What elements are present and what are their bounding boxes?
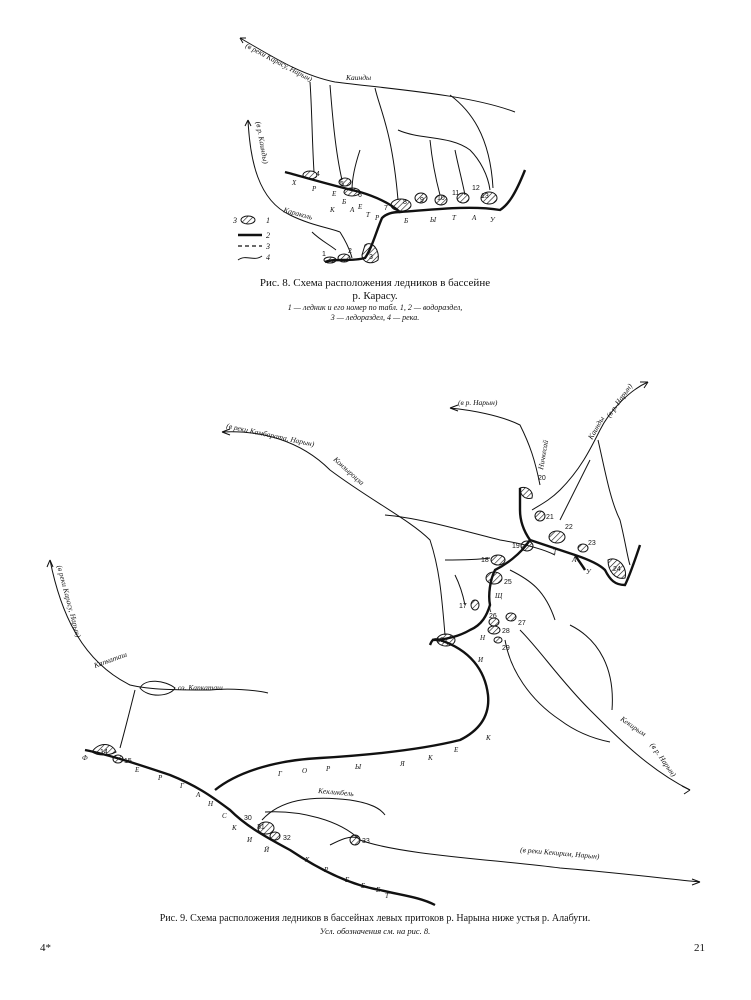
ridge-letter: Н: [480, 634, 486, 642]
glacier-number: 23: [588, 540, 596, 547]
glacier-number: 9: [420, 197, 424, 204]
ridge-letter: К: [486, 734, 491, 742]
ridge-letter: Р: [324, 866, 329, 874]
trib-4: [310, 82, 314, 172]
river-keklikbel-main: [265, 812, 700, 882]
river-kekirym-branch2: [570, 625, 612, 710]
ridge-letter: Н: [208, 800, 214, 808]
label-keklikbel: Кекликбель: [317, 786, 355, 799]
glacier-32: [270, 832, 280, 840]
ridge-letter: А: [196, 791, 201, 799]
glacier-29: [494, 637, 502, 643]
ridge-letter: Т: [366, 211, 370, 219]
label-river-karakol: Караколь: [282, 205, 314, 222]
glacier-number: 2: [348, 248, 352, 255]
glacier-15: [113, 755, 123, 763]
label-nichkesai: Ничкесай: [536, 439, 551, 471]
ridge-letter: Ф: [82, 754, 88, 762]
figure-8-caption: [225, 277, 525, 303]
figure-9-caption: [80, 913, 670, 937]
ridge-letter: Е: [454, 746, 459, 754]
trib-10: [430, 140, 440, 195]
label-naryn-top-right: (в р. Нарын): [604, 381, 635, 420]
ridge-letter: Я: [400, 760, 405, 768]
figure-8-legend: [238, 216, 262, 260]
ridge-letter: Т: [385, 892, 389, 900]
glacier-number: 28: [502, 628, 510, 635]
ridge-letter: Е: [135, 766, 140, 774]
glacier-2: [338, 254, 350, 262]
legend-number: 1: [266, 216, 270, 225]
glacier-number: 12: [472, 185, 480, 192]
glacier-number: 3: [369, 254, 373, 261]
glacier-number: 8: [403, 199, 407, 206]
label-lake-kapkatash: оз. Капкаташ: [178, 683, 223, 692]
glacier-18: [491, 555, 505, 565]
label-karasu-naryn: (в реки Карасу, Нарын): [55, 564, 83, 639]
ridge-letter: У: [586, 568, 591, 576]
glacier-number: 4: [316, 171, 320, 178]
legend-number: 3: [233, 216, 237, 225]
ridge-letter: Б: [361, 882, 366, 890]
glacier-number: 22: [565, 524, 573, 531]
glacier-25: [486, 572, 502, 584]
river-karasu-naryn: [50, 560, 268, 693]
ridge-letter: А: [472, 214, 477, 222]
legend-number: 4: [266, 253, 270, 262]
river-kainy-branch2: [560, 460, 590, 520]
glacier-33: [350, 835, 360, 845]
ridge-letter: С: [222, 812, 227, 820]
river-kainy-branch: [598, 440, 630, 565]
ridge-letter: Т: [553, 548, 557, 556]
figure-8-caption-line2: р. Карасу.: [352, 290, 398, 302]
trib-6: [352, 150, 360, 190]
ridge-letter: У: [490, 216, 495, 224]
ridge-letter: Й: [264, 846, 270, 854]
river-kekirym-branch: [505, 640, 610, 742]
glacier-number: 10: [437, 195, 445, 202]
label-konzyrotsa: Конзыроцза: [331, 454, 367, 488]
glacier-number: 27: [518, 620, 526, 627]
ridge-center: [432, 540, 530, 640]
glacier-27: [506, 613, 516, 621]
glacier-number: 1: [322, 251, 326, 258]
figure-9-caption-line1: Рис. 9. Схема расположения ледников в бассейнах левых притоков р. Нарына ниже устья р. Алабуги.: [159, 913, 591, 924]
glacier-number: 29: [502, 645, 510, 652]
label-river-kainyt: Каинды: [346, 73, 372, 82]
ridge-letter: А: [350, 206, 355, 214]
ridge-letter: А: [487, 606, 492, 614]
river-karasu: [240, 38, 515, 112]
glacier-number: 21: [546, 514, 554, 521]
glacier-19: [521, 541, 533, 551]
glacier-number: 25: [504, 579, 512, 586]
legend-river-symbol: [238, 256, 262, 260]
glacier-number: 18: [481, 557, 489, 564]
ridge-letter: Щ: [495, 592, 503, 600]
ridge-letter: Р: [375, 214, 380, 222]
ridge-letter: Р: [312, 185, 317, 193]
ridge-letter: Е: [332, 190, 337, 198]
ridge-letter: К: [232, 824, 237, 832]
glacier-number: 6: [358, 192, 362, 199]
river-17: [455, 575, 465, 605]
glacier-number: 17: [459, 603, 467, 610]
glacier-number: 24: [613, 566, 621, 573]
legend-number: 2: [266, 231, 270, 240]
ridge-letter: Г: [180, 782, 184, 790]
figure-9-caption-line2: Усл. обозначения см. на рис. 8.: [319, 926, 431, 936]
glacier-23: [578, 544, 588, 552]
ridge-letter: Б: [342, 198, 347, 206]
ridge-letter: Г: [278, 770, 282, 778]
glacier-number: 26: [489, 613, 497, 620]
label-river-kainyt-side: (в р. Каинды): [254, 120, 271, 165]
ridge-letter: Р: [158, 774, 163, 782]
label-kekirym: Кекирым: [618, 714, 648, 739]
figure-9-ridge-letters: [82, 548, 592, 900]
river-keklikbel: [262, 798, 385, 820]
glacier-20: [520, 487, 532, 498]
label-kambarata: (в реки Камбарата, Нарын): [225, 421, 316, 449]
glacier-4: [303, 171, 317, 179]
label-to-naryn-top: (в р. Нарын): [458, 398, 498, 407]
river-nichkesai: [450, 408, 540, 485]
arrow-karasu-naryn: [47, 560, 53, 567]
ridge-letter: Т: [452, 214, 456, 222]
ridge-letter: О: [302, 767, 308, 775]
glacier-number: 7: [384, 205, 388, 212]
ridge-letter: Х: [305, 856, 310, 864]
label-kekirim-naryn: (в реки Кекирим, Нарын): [519, 845, 600, 861]
ridge-letter: Р: [326, 765, 331, 773]
ridge-letter: И: [478, 656, 484, 664]
legend-glacier-symbol: [241, 216, 255, 224]
glacier-number: 15: [124, 758, 132, 765]
label-kekirym-naryn: (в р. Нарын): [648, 740, 679, 779]
trib-lower: [312, 232, 336, 250]
glacier-number: 14: [100, 749, 108, 756]
ridge-letter: Е: [376, 886, 381, 894]
ridge-letter: Е: [345, 876, 350, 884]
label-river-karasu: (в реки Карасу, Нарын): [244, 40, 314, 84]
glacier-number: 20: [538, 475, 546, 482]
arrow-kekirym: [682, 786, 690, 794]
river-kainy: [532, 382, 648, 510]
page-number-left: 4*: [40, 942, 51, 954]
page-number-right: 21: [694, 942, 705, 954]
river-kapkatash-down: [120, 690, 135, 748]
glacier-number: 31: [257, 824, 265, 831]
figure-8-legend-line1: 1 — ледник и его номер по табл. 1, 2 — водораздел,: [287, 303, 463, 312]
ridge-letter: К: [330, 206, 335, 214]
trib-5: [330, 85, 342, 180]
glacier-22: [549, 531, 565, 543]
glacier-number: 11: [452, 190, 460, 197]
trib-9: [398, 130, 490, 190]
ridge-letter: Ы: [430, 216, 437, 224]
trib-12: [450, 95, 493, 188]
glacier-number: 13: [481, 193, 489, 200]
ridge-letter: Е: [358, 203, 363, 211]
figure-9-glaciers: [92, 487, 626, 845]
label-kainy: Каинды: [585, 414, 607, 441]
legend-number: 3: [266, 242, 270, 251]
glacier-number: 16: [436, 637, 444, 644]
figure-9-glacier-numbers: [100, 475, 621, 845]
ridge-letter: Х: [292, 179, 297, 187]
figure-8-legend-line2: 3 — ледораздел, 4 — река.: [330, 313, 420, 322]
trib-7-8: [375, 88, 398, 200]
river-25-27: [510, 570, 555, 620]
ridge-letter: Б: [404, 217, 409, 225]
figure-8-legend-text: [200, 303, 550, 323]
ridge-letter: Ы: [355, 763, 362, 771]
figure-8-map: [240, 38, 525, 262]
glacier-28: [488, 626, 500, 634]
trib-11: [455, 150, 465, 195]
glacier-7-8: [391, 199, 411, 211]
figure-9-map: [50, 382, 700, 905]
glacier-21: [535, 511, 545, 521]
glacier-number: 30: [244, 815, 252, 822]
label-kapkatash: Капкаташ: [92, 649, 129, 670]
glacier-number: 5: [340, 181, 344, 188]
glacier-number: 33: [362, 838, 370, 845]
figure-9-labels: [55, 381, 679, 861]
glacier-17: [471, 600, 479, 610]
ridge-gory: [215, 639, 488, 790]
figure-8-caption-line1: Рис. 8. Схема расположения ледников в бассейне: [259, 277, 491, 289]
glacier-number: 19: [512, 543, 520, 550]
ridge-letter: К: [428, 754, 433, 762]
ridge-letter: И: [247, 836, 253, 844]
ridge-letter: А: [572, 556, 577, 564]
glacier-number: 32: [283, 835, 291, 842]
